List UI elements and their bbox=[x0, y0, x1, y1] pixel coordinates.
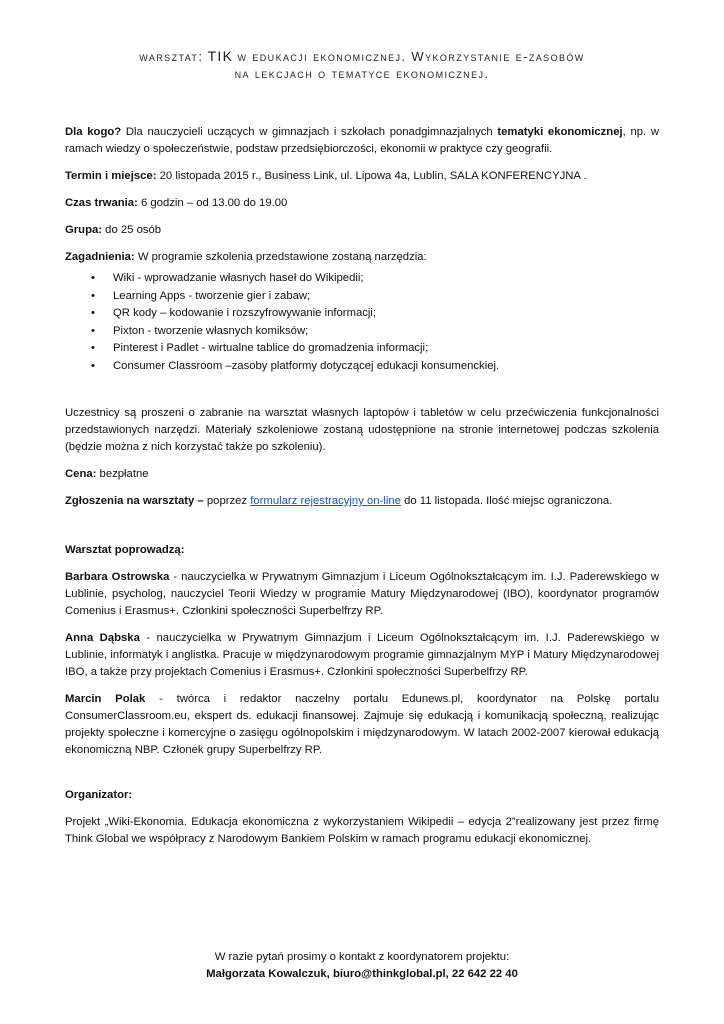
list-item bbox=[91, 270, 659, 288]
group-paragraph bbox=[65, 222, 659, 239]
list-item-text: Pinterest i Padlet - wirtualne tablice do gromadzenia informacji; bbox=[113, 342, 429, 354]
trainer-bio bbox=[65, 630, 659, 681]
venue-paragraph bbox=[65, 168, 659, 185]
price-value: bezpłatne bbox=[99, 468, 149, 480]
venue-label: Termin i miejsce: bbox=[65, 170, 157, 182]
registration-text-a: poprzez bbox=[206, 495, 248, 507]
duration-paragraph bbox=[65, 195, 659, 212]
list-item-text: Learning Apps - tworzenie gier i zabaw; bbox=[113, 289, 311, 302]
topics-intro: W programie szkolenia przedstawione zostaną narzędzia: bbox=[137, 251, 427, 263]
bullet-icon: • bbox=[91, 289, 95, 302]
organizer-text: Projekt „Wiki-Ekonomia. Edukacja ekonomiczna z wykorzystaniem Wikipedii – edycja 2”realizowany jest przez firmę Think Global we współpracy z Narodowym Bankiem Polskim w ramach programu edukacji ekonomicznej. bbox=[65, 816, 659, 845]
list-item-text: Consumer Classroom –zasoby platformy dotyczącej edukacji konsumenckiej. bbox=[113, 359, 500, 372]
trainer-bio bbox=[65, 569, 659, 620]
audience-text-bold: tematyki ekonomicznej bbox=[497, 126, 623, 138]
topics-label: Zagadnienia: bbox=[65, 251, 135, 263]
trainer-description: - nauczycielka w Prywatnym Gimnazjum i Liceum Ogólnokształcącym im. I.J. Paderewskiego w Lublinie, psycholog, nauczyciel Teorii Wiedzy w programie Matury Międzynarodowej (IBO), koordynator programów Comenius i Erasmus+. Członkini społeczności Superbelfrzy RP. bbox=[65, 571, 659, 617]
audience-label: Dla kogo? bbox=[65, 126, 122, 138]
title-prefix: warsztat: bbox=[139, 49, 204, 64]
list-item bbox=[91, 288, 659, 306]
document-body bbox=[65, 124, 659, 858]
list-item-text: QR kody – kodowanie i rozszyfrowywanie informacji; bbox=[113, 307, 377, 319]
title-tik: TIK bbox=[207, 48, 234, 64]
trainer-description: - twórca i redaktor naczelny portalu Edunews.pl, koordynator na Polskę portalu ConsumerClassroom.eu, ekspert ds. edukacji finansowej. Zajmuje się edukacją i komunikacją społeczną, realizując projekty społeczne i komercyjne o zasięgu ogólnopolskim i międzynarodowym. W latach 2002-2007 kierował edukacją ekonomiczną NBP. Członek grupy Superbelfrzy RP. bbox=[65, 693, 659, 756]
trainer-bio bbox=[65, 691, 659, 759]
list-item-text: Pixton - tworzenie własnych komiksów; bbox=[113, 324, 309, 337]
list-item bbox=[91, 358, 659, 376]
price-paragraph bbox=[65, 466, 659, 483]
contact-footer bbox=[0, 949, 724, 983]
trainers-heading-text: Warsztat poprowadzą: bbox=[65, 544, 185, 556]
laptops-note: Uczestnicy są proszeni o zabranie na warsztat własnych laptopów i tabletów w celu przećwiczenia funkcjonalności przedstawionych narzędzi. Materiały szkoleniowe zostaną udostępnione na stronie internetowej podczas szkolenia (będzie można z nich korzystać także po szkoleniu). bbox=[65, 407, 659, 453]
trainers-heading bbox=[65, 542, 659, 559]
venue-value: 20 listopada 2015 r., Business Link, ul. Lipowa 4a, Lublin, SALA KONFERENCYJNA . bbox=[159, 170, 587, 182]
group-label: Grupa: bbox=[65, 224, 103, 236]
document-title-line-1 bbox=[0, 48, 724, 64]
audience-text-b: , np. w ramach wiedzy o społeczeństwie, podstaw przedsiębiorczości, ekonomii w praktyce czy geografii. bbox=[65, 126, 659, 155]
bullet-icon: • bbox=[91, 342, 95, 354]
bullet-icon: • bbox=[91, 272, 95, 284]
list-item-text: Wiki - wprowadzanie własnych haseł do Wikipedii; bbox=[113, 272, 364, 284]
duration-label: Czas trwania: bbox=[65, 197, 138, 209]
registration-text-b: do 11 listopada. Ilość miejsc ograniczona. bbox=[404, 495, 613, 507]
trainer-name: Anna Dąbska bbox=[65, 632, 140, 644]
registration-form-link[interactable]: formularz rejestracyjny on-line bbox=[250, 495, 401, 507]
list-item bbox=[91, 305, 659, 323]
bullet-icon: • bbox=[91, 324, 95, 337]
footer-contact-details: Małgorzata Kowalczuk, biuro@thinkglobal.pl, 22 642 22 40 bbox=[206, 968, 518, 980]
title-subline: na lekcjach o tematyce ekonomicznej. bbox=[234, 66, 490, 81]
duration-value: 6 godzin – od 13.00 do 19.00 bbox=[140, 197, 288, 209]
title-main: w edukacji ekonomicznej. Wykorzystanie e-zasobów bbox=[237, 49, 585, 64]
organizer-heading bbox=[65, 787, 659, 804]
bullet-icon: • bbox=[91, 359, 95, 372]
trainer-description: - nauczycielka w Prywatnym Gimnazjum i Liceum Ogólnokształcącym im. I.J. Paderewskiego w Lublinie, informatyk i anglistka. Pracuje w międzynarodowym programie gimnazjalnym MYP i Matury Międzynarodowej IBO, a także przy projektach Comenius i Erasmus+. Członkini społeczności Superbelfrzy RP. bbox=[65, 632, 660, 678]
registration-paragraph bbox=[65, 493, 659, 510]
bullet-icon: • bbox=[91, 307, 95, 319]
price-label: Cena: bbox=[65, 468, 97, 480]
group-value: do 25 osób bbox=[105, 224, 162, 236]
topics-list bbox=[65, 270, 659, 375]
document-title-line-2 bbox=[0, 66, 724, 81]
audience-paragraph bbox=[65, 124, 659, 158]
registration-label: Zgłoszenia na warsztaty – bbox=[65, 495, 204, 507]
trainer-name: Barbara Ostrowska bbox=[65, 571, 170, 583]
footer-line-1: W razie pytań prosimy o kontakt z koordynatorem projektu: bbox=[214, 951, 510, 963]
list-item bbox=[91, 323, 659, 341]
audience-text-a: Dla nauczycieli uczących w gimnazjach i szkołach ponadgimnazjalnych bbox=[125, 126, 493, 138]
trainer-name: Marcin Polak bbox=[65, 693, 146, 705]
list-item bbox=[91, 340, 659, 358]
topics-paragraph bbox=[65, 249, 659, 266]
organizer-heading-text: Organizator: bbox=[65, 789, 133, 801]
